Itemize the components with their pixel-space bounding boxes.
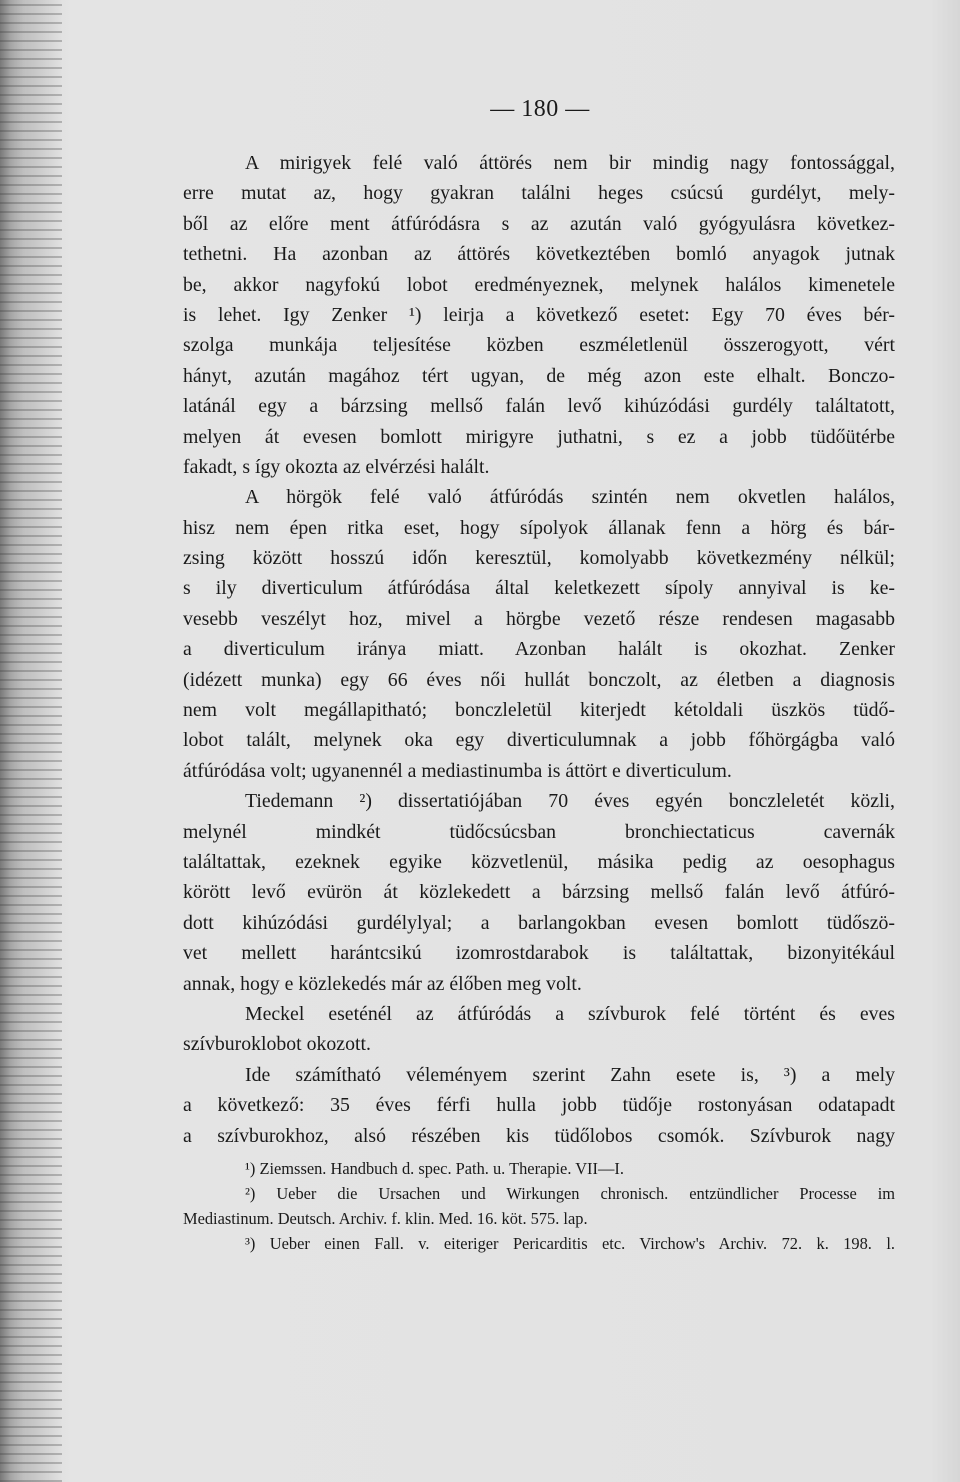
text-line: A hörgök felé való átfúródás szintén nem okvetlen halálos, [245, 486, 895, 509]
text-line: találtattak, ezeknek egyike közvetlenül, másika pedig az oesophagus [183, 850, 895, 873]
text-line: a következő: 35 éves férfi hulla jobb tüdője rostonyásan odatapadt [183, 1094, 895, 1117]
body-text [183, 148, 895, 1151]
text-line: a diverticulum iránya miatt. Azonban halált is okozhat. Zenker [183, 638, 895, 661]
footnote-line: ¹) Ziemssen. Handbuch d. spec. Path. u. Therapie. VII—I. [245, 1159, 624, 1178]
footnote-line: Mediastinum. Deutsch. Archiv. f. klin. Med. 16. köt. 575. lap. [183, 1209, 588, 1228]
text-line: is lehet. Igy Zenker ¹) leirja a következő esetet: Egy 70 éves bér- [183, 303, 895, 326]
text-line: Tiedemann ²) dissertatiójában 70 éves egyén bonczleletét közli, [245, 790, 895, 813]
text-line: körött levő evürön át közlekedett a bárzsing mellső falán levő átfúró- [183, 881, 895, 904]
text-line: szívburoklobot okozott. [183, 1033, 371, 1056]
footnotes [183, 1156, 895, 1256]
text-line: vesebb veszélyt hoz, mivel a hörgbe vezető része rendesen magasabb [183, 607, 895, 630]
text-line: átfúródása volt; ugyanennél a mediastinumba is áttört e diverticulum. [183, 759, 732, 782]
text-line: hisz nem épen ritka eset, hogy sípolyok állanak fenn a hörg és bár- [183, 516, 895, 539]
text-line: latánál egy a bárzsing mellső falán levő kihúzódási gurdély találtatott, [183, 395, 895, 418]
text-line: Ide számítható véleményem szerint Zahn esete is, ³) a mely [245, 1063, 895, 1086]
text-line: A mirigyek felé való áttörés nem bir mindig nagy fontossággal, [245, 152, 895, 174]
text-line: Meckel eseténél az átfúródás a szívburok felé történt és eves [245, 1002, 895, 1025]
text-line: vet mellett harántcsikú izomrostdarabok is találtattak, bizonyitékául [183, 942, 895, 965]
text-line: fakadt, s így okozta az elvérzési halált. [183, 455, 490, 478]
text-line: dott kihúzódási gurdélylyal; a barlangokban evesen bomlott tüdőszö- [183, 911, 895, 934]
text-line: erre mutat az, hogy gyakran találni heges csúcsú gurdélyt, mely- [183, 182, 895, 205]
text-line: be, akkor nagyfokú lobot eredményeznek, melynek halálos kimenetele [183, 273, 895, 296]
text-line: lobot talált, melynek oka egy diverticulumnak a jobb főhörgágba való [183, 729, 895, 752]
text-line: tethetni. Ha azonban az áttörés következtében bomló anyagok jutnak [183, 243, 895, 266]
text-line: melynél mindkét tüdőcsúcsban bronchiectaticus cavernák [183, 820, 895, 843]
page-number: — 180 — [490, 96, 590, 122]
footnote-line: ³) Ueber einen Fall. v. eiteriger Pericarditis etc. Virchow's Archiv. 72. k. 198. l. [245, 1234, 895, 1253]
text-line: (idézett munka) egy 66 éves női hullát bonczolt, az életben a diagnosis [183, 668, 895, 691]
footnote-line: ²) Ueber die Ursachen und Wirkungen chronisch. entzündlicher Processe im [245, 1184, 895, 1203]
text-line: zsing között hosszú időn keresztül, komolyabb következmény nélkül; [183, 547, 895, 570]
book-spine-shadow [0, 0, 62, 1482]
text-line: melyen át evesen bomlott mirigyre juthatni, s ez a jobb tüdőütérbe [183, 425, 895, 448]
text-line: nem volt megállapitható; bonczleletül kiterjedt kétoldali üszkös tüdő- [183, 699, 895, 722]
text-line: hányt, azután magához tért ugyan, de még azon este elhalt. Bonczo- [183, 364, 895, 387]
text-line: annak, hogy e közlekedés már az élőben meg volt. [183, 972, 582, 995]
text-line: szolga munkája teljesítése közben eszméletlenül összerogyott, vért [183, 334, 895, 357]
text-line: ből az előre ment átfúródásra s az azután való gyógyulásra következ- [183, 212, 895, 235]
text-line: a szívburokhoz, alsó részében kis tüdőlobos csomók. Szívburok nagy [183, 1124, 895, 1147]
text-line: s ily diverticulum átfúródása által keletkezett sípoly annyival is ke- [183, 577, 895, 600]
